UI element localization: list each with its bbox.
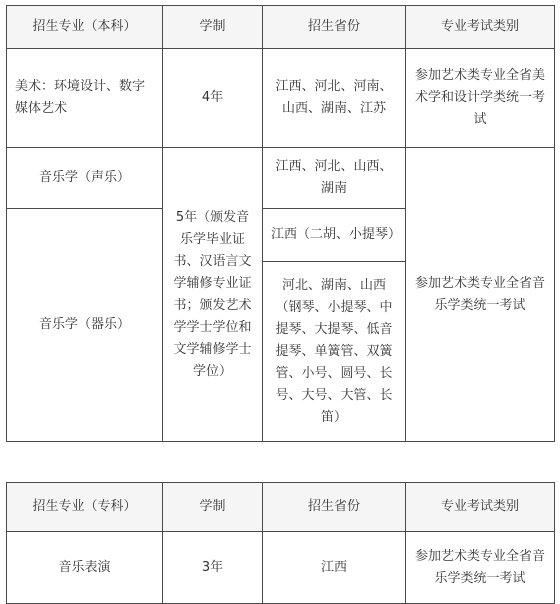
music-exam-cell: 参加艺术类专业全省音乐学类统一考试 [406, 148, 555, 442]
table-header-row [7, 483, 555, 532]
header-major: 招生专业（本科） [7, 6, 163, 49]
table-row [7, 49, 555, 148]
header-exam-type: 专业考试类别 [406, 6, 555, 49]
provinces-cell: 江西（二胡、小提琴） [263, 209, 406, 262]
header-major: 招生专业（专科） [7, 483, 163, 532]
header-provinces: 招生省份 [263, 6, 406, 49]
provinces-cell: 江西、河北、山西、湖南 [263, 148, 406, 209]
duration-cell: 4年 [163, 49, 263, 148]
provinces-cell: 河北、湖南、山西（钢琴、小提琴、中提琴、大提琴、低音提琴、单簧管、双簧管、小号、圆号、长号、大号、大管、长笛） [263, 262, 406, 442]
major-cell: 音乐学（声乐） [7, 148, 163, 209]
table-header-row [7, 6, 555, 49]
exam-cell: 参加艺术类专业全省美术学和设计学类统一考试 [406, 49, 555, 148]
undergrad-admissions-table [6, 5, 555, 442]
table-row [7, 532, 555, 604]
table-row [7, 148, 555, 209]
music-duration-cell: 5年（颁发音乐学毕业证书、汉语言文学辅修专业证书；颁发艺术学学士学位和文学辅修学士学位） [163, 148, 263, 442]
duration-cell: 3年 [163, 532, 263, 604]
header-duration: 学制 [163, 483, 263, 532]
provinces-cell: 江西 [263, 532, 406, 604]
college-admissions-table [6, 482, 555, 604]
header-exam-type: 专业考试类别 [406, 483, 555, 532]
header-duration: 学制 [163, 6, 263, 49]
provinces-cell: 江西、河北、河南、山西、湖南、江苏 [263, 49, 406, 148]
exam-cell: 参加艺术类专业全省音乐学类统一考试 [406, 532, 555, 604]
major-cell: 音乐学（器乐） [7, 209, 163, 442]
header-provinces: 招生省份 [263, 483, 406, 532]
major-cell: 美术：环境设计、数字媒体艺术 [7, 49, 163, 148]
major-cell: 音乐表演 [7, 532, 163, 604]
